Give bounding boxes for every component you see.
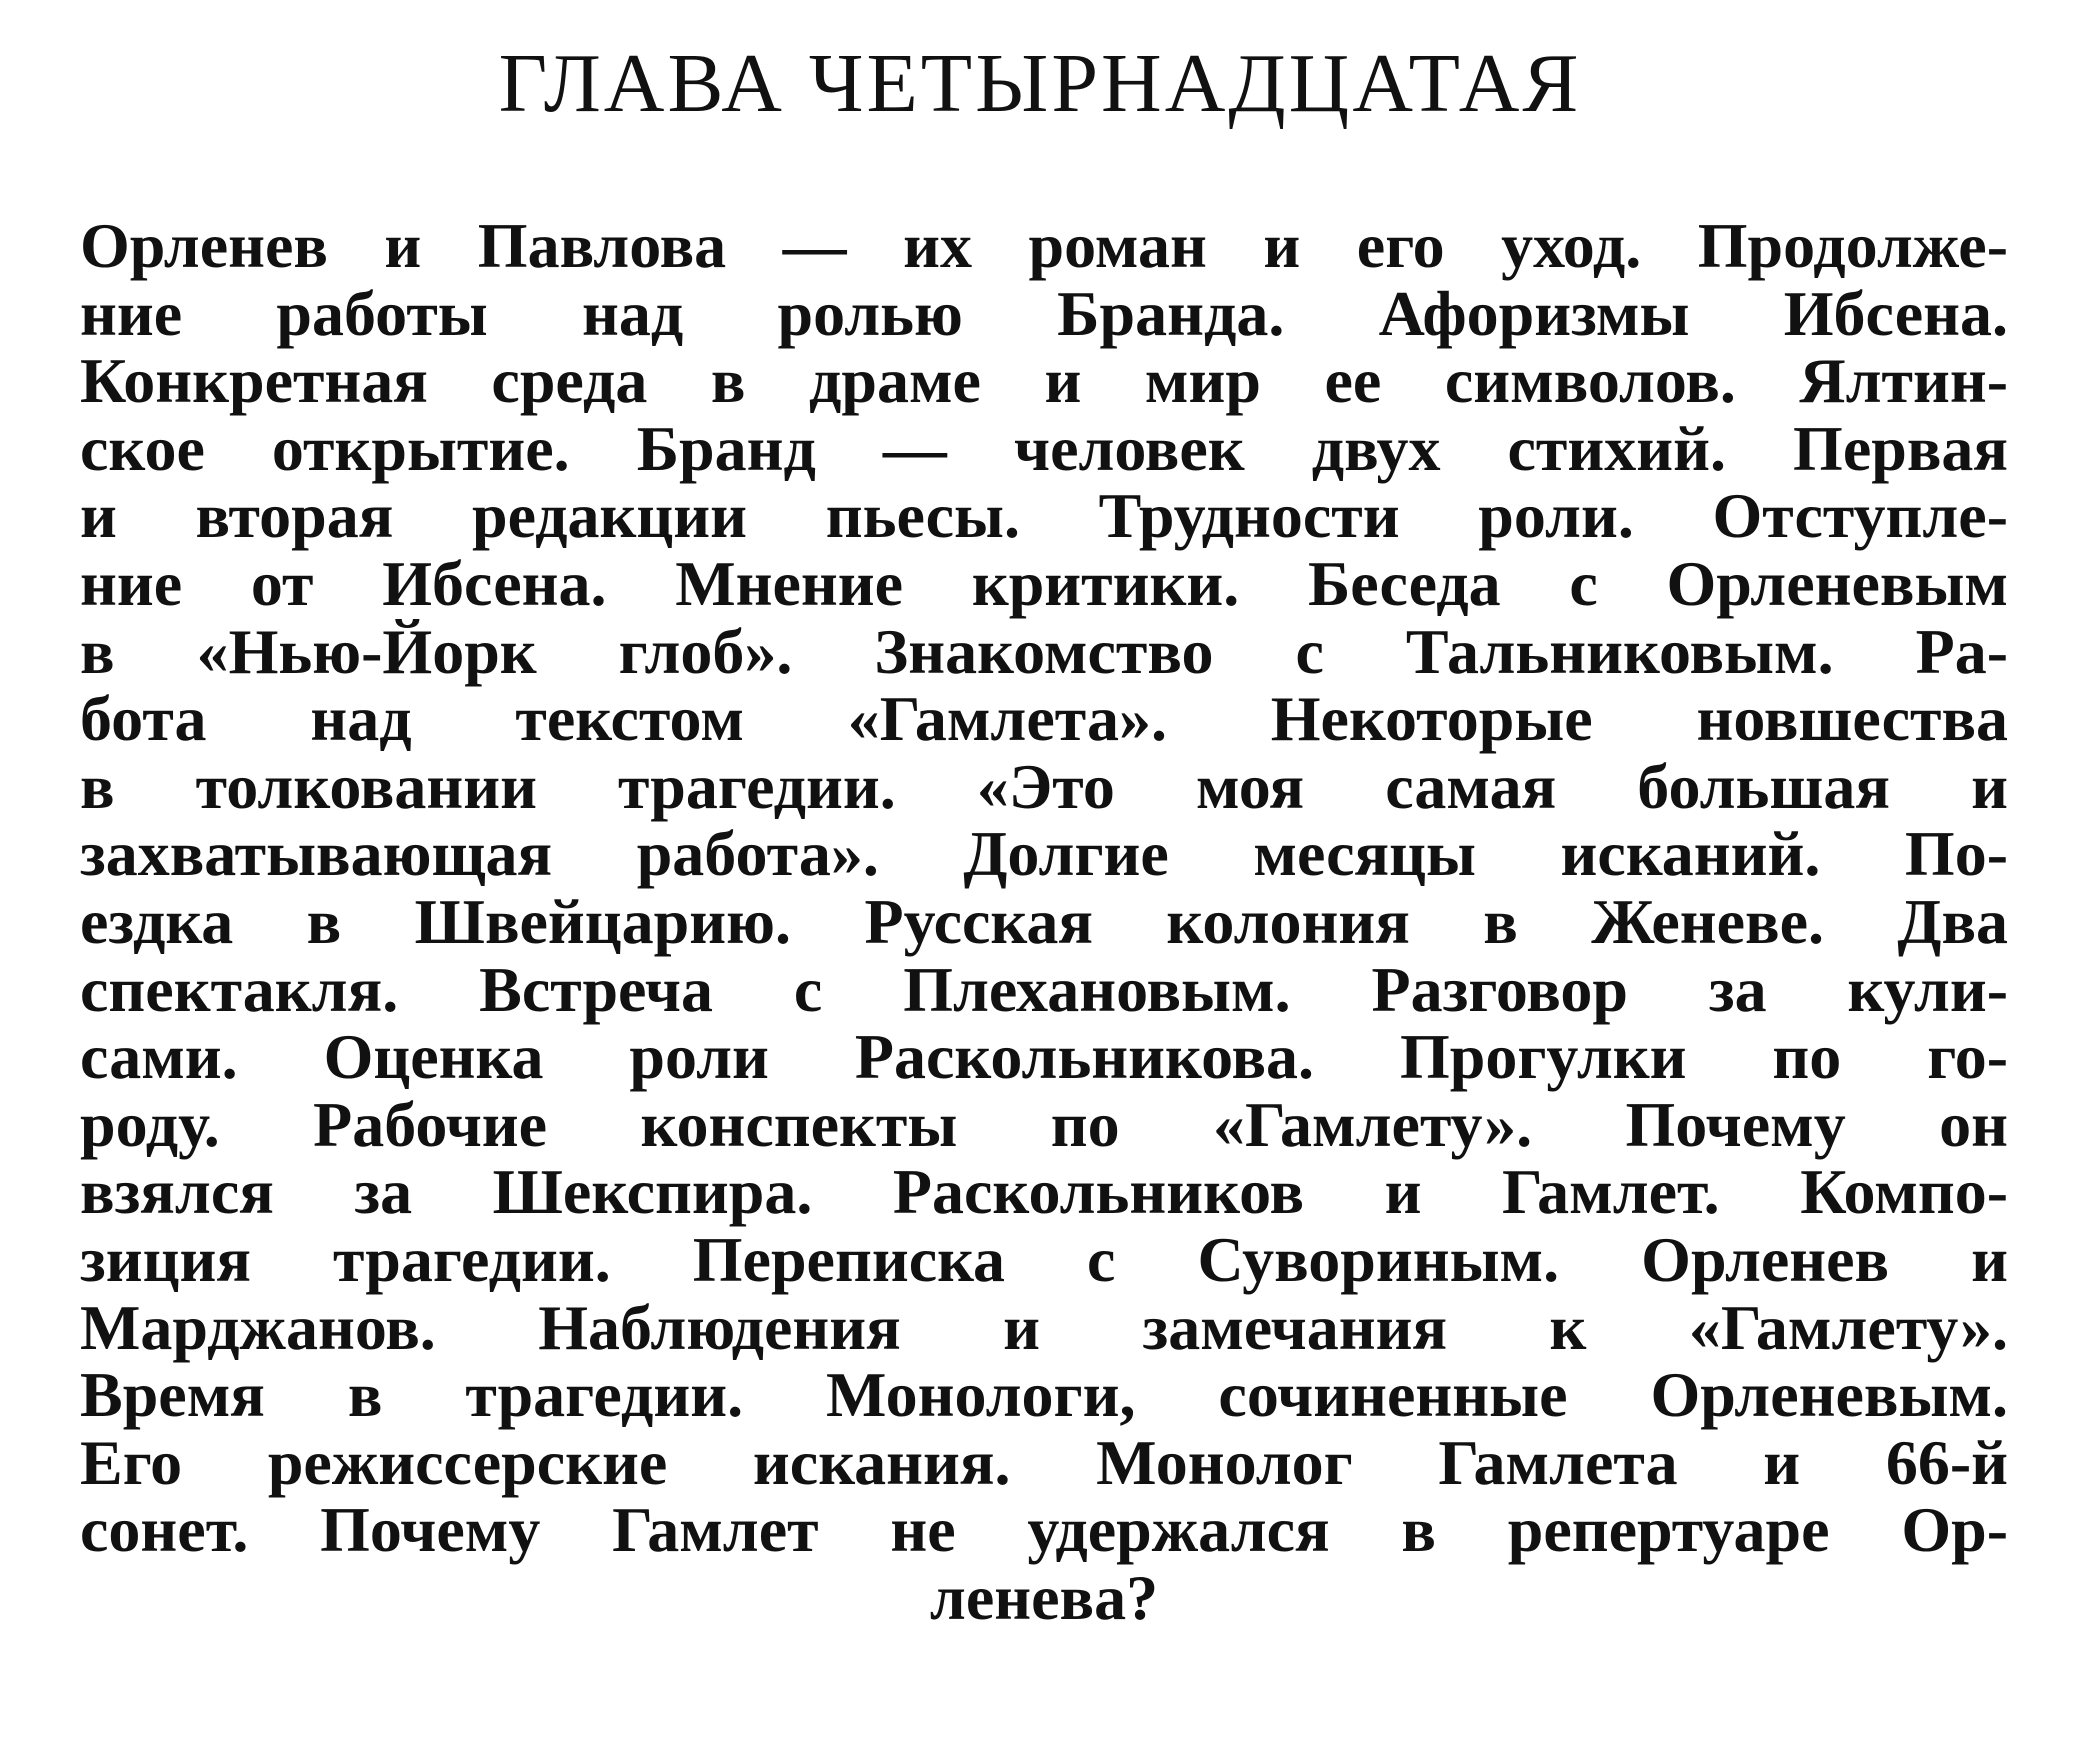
summary-line: захватывающая работа». Долгие месяцы исканий. По- bbox=[80, 818, 2008, 890]
summary-line: взялся за Шекспира. Раскольников и Гамлет. Компо- bbox=[80, 1156, 2008, 1228]
summary-line: Орленев и Павлова — их роман и его уход. Продолже- bbox=[80, 210, 2008, 281]
summary-line: Его режиссерские искания. Монолог Гамлета и 66-й bbox=[80, 1426, 2008, 1498]
summary-line: ездка в Швейцарию. Русская колония в Женеве. Два bbox=[80, 885, 2008, 957]
summary-line: в толковании трагедии. «Это моя самая большая и bbox=[80, 750, 2008, 822]
summary-line: ское открытие. Бранд — человек двух стихий. Первая bbox=[80, 412, 2008, 484]
summary-line: ние работы над ролью Бранда. Афоризмы Ибсена. bbox=[80, 277, 2008, 349]
summary-line: и вторая редакции пьесы. Трудности роли. Отступле- bbox=[80, 480, 2008, 552]
summary-line: ние от Ибсена. Мнение критики. Беседа с Орленевым bbox=[80, 547, 2008, 619]
summary-line: сонет. Почему Гамлет не удержался в репертуаре Ор- bbox=[80, 1494, 2008, 1566]
summary-line: зиция трагедии. Переписка с Сувориным. Орленев и bbox=[80, 1223, 2008, 1295]
summary-line: в «Нью-Йорк глоб». Знакомство с Тальниковым. Ра- bbox=[80, 615, 2008, 687]
summary-line: спектакля. Встреча с Плехановым. Разговор за кули- bbox=[80, 953, 2008, 1025]
summary-line: Марджанов. Наблюдения и замечания к «Гамлету». bbox=[80, 1291, 2008, 1363]
summary-line: бота над текстом «Гамлета». Некоторые новшества bbox=[80, 683, 2008, 755]
summary-line: Конкретная среда в драме и мир ее символов. Ялтин- bbox=[80, 345, 2008, 417]
summary-line-last: ленева? bbox=[929, 1561, 1159, 1633]
summary-line: Время в трагедии. Монологи, сочиненные Орленевым. bbox=[80, 1359, 2008, 1431]
chapter-title: ГЛАВА ЧЕТЫРНАДЦАТАЯ bbox=[498, 37, 1582, 130]
chapter-summary bbox=[80, 212, 2008, 1631]
summary-line: роду. Рабочие конспекты по «Гамлету». Почему он bbox=[80, 1088, 2008, 1160]
summary-line: сами. Оценка роли Раскольникова. Прогулки по го- bbox=[80, 1021, 2008, 1093]
